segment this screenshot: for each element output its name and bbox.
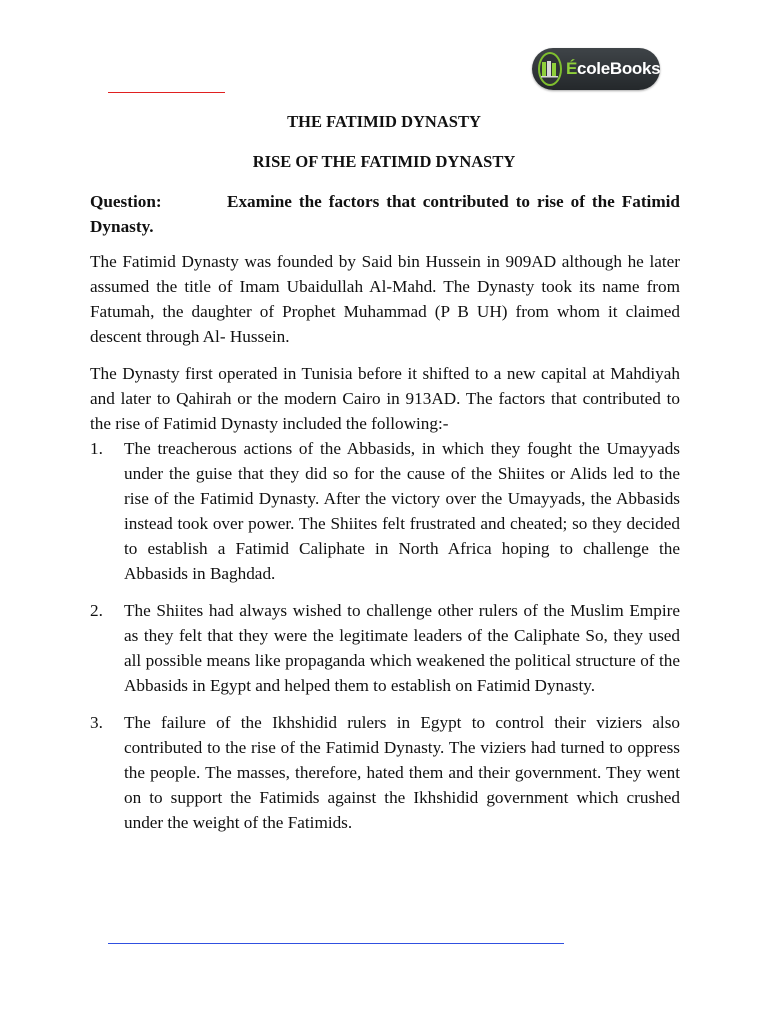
list-number: 2. xyxy=(90,601,103,620)
list-item-text: The Shiites had always wished to challenge other rulers of the Muslim Empire as they felt that they were the legitimate leaders of the Caliphate So, they used all possible means like propaganda which weakened the political structure of the Abbasids in Egypt and helped them to establish on Fatimid Dynasty. xyxy=(124,601,680,695)
list-item-text: The treacherous actions of the Abbasids, in which they fought the Umayyads under the guise that they did so for the cause of the Shiites or Alids led to the rise of the Fatimid Dynasty. After the victory over the Umayyads, the Abbasids instead took over power. The Shiites felt frustrated and cheated; so they decided to establish a Fatimid Caliphate in North Africa hoping to challenge the Abbasids in Baghdad. xyxy=(124,439,680,583)
list-item xyxy=(90,436,680,586)
ecolebooks-logo xyxy=(532,48,660,90)
red-top-rule xyxy=(108,92,225,93)
list-number: 1. xyxy=(90,439,103,458)
question-label: Question: xyxy=(90,192,162,211)
list-item-text: The failure of the Ikhshidid rulers in Egypt to control their viziers also contributed to the rise of the Fatimid Dynasty. The viziers had turned to oppress the people. The masses, therefore, hated them and their government. They went on to support the Fatimids against the Ikhshidid government which crushed under the weight of the Fatimids. xyxy=(124,713,680,832)
books-icon xyxy=(538,52,562,86)
list-number: 3. xyxy=(90,713,103,732)
section-title: RISE OF THE FATIMID DYNASTY xyxy=(252,152,516,171)
factors-list xyxy=(90,436,680,835)
intro-paragraph: The Fatimid Dynasty was founded by Said bin Hussein in 909AD although he later assumed the title of Imam Ubaidullah Al-Mahd. The Dynasty took its name from Fatumah, the daughter of Prophet Muhammad (P B UH) from whom it claimed descent through Al- Hussein. xyxy=(90,252,680,346)
list-item xyxy=(90,598,680,698)
question-text: Examine the factors that contributed to rise of the Fatimid Dynasty. xyxy=(90,192,680,236)
question-block xyxy=(90,189,680,239)
document-body xyxy=(90,189,680,847)
factors-intro-paragraph: The Dynasty first operated in Tunisia before it shifted to a new capital at Mahdiyah and later to Qahirah or the modern Cairo in 913AD. The factors that contributed to the rise of Fatimid Dynasty included the following:- xyxy=(90,364,680,433)
list-item xyxy=(90,710,680,835)
blue-bottom-rule xyxy=(108,943,564,944)
page-title: THE FATIMID DYNASTY xyxy=(287,112,481,131)
logo-wordmark: ÉcoleBooks xyxy=(566,59,661,78)
